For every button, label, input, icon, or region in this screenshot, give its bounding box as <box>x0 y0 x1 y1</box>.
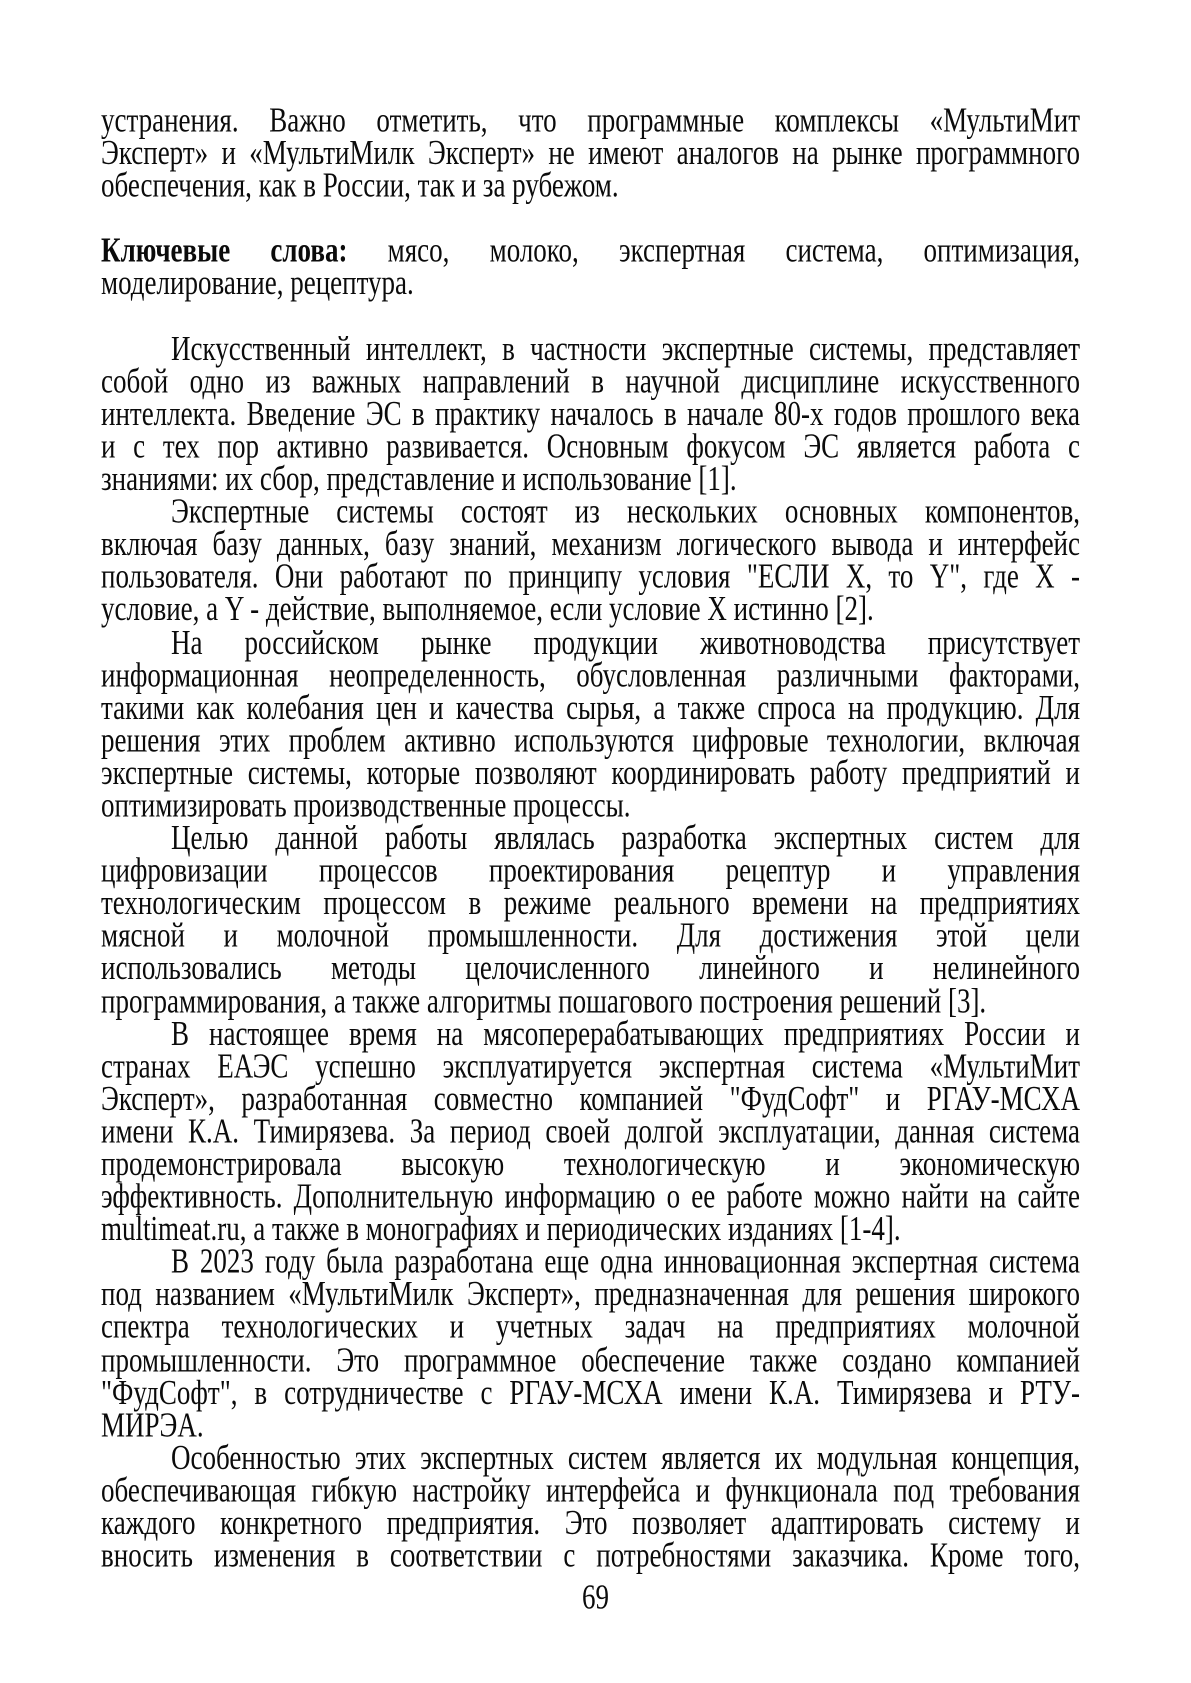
text-line: программирования, а также алгоритмы пошагового построения решений [3]. <box>101 980 987 1020</box>
text-line: цифровизации процессов проектирования рецептур и управления <box>101 850 1080 890</box>
text-line: В 2023 году была разработана еще одна инновационная экспертная система <box>171 1241 1080 1281</box>
text-line: включая базу данных, базу знаний, механизм логического вывода и интерфейс <box>101 524 1080 564</box>
paragraph-es-components <box>101 491 1080 629</box>
text-line: обеспечивающая гибкую настройку интерфейса и функционала под требования <box>101 1470 1080 1510</box>
text-line: решения этих проблем активно используются цифровые технологии, включая <box>101 719 1080 759</box>
text-line: multimeat.ru, а также в монографиях и периодических изданиях [1-4]. <box>101 1209 901 1249</box>
text-line: На российском рынке продукции животноводства присутствует <box>171 622 1080 662</box>
page-number: 69 <box>582 1577 609 1617</box>
text-line: собой одно из важных направлений в научной дисциплине искусственного <box>101 361 1080 401</box>
paragraph-market <box>101 622 1080 825</box>
paragraph-continuation <box>101 100 1080 205</box>
paragraph-keywords <box>101 230 1080 303</box>
text-line: и с тех пор активно развивается. Основным фокусом ЭС является работа с <box>101 426 1080 466</box>
text-line: технологическим процессом в режиме реального времени на предприятиях <box>101 883 1080 923</box>
text-line: эффективность. Дополнительную информацию о ее работе можно найти на сайте <box>101 1176 1080 1216</box>
text-block <box>101 100 1080 1575</box>
text-line: использовались методы целочисленного линейного и нелинейного <box>101 948 1080 988</box>
text-line: Ключевые слова: мясо, молоко, экспертная система, оптимизация, <box>101 230 1080 270</box>
text-line: Экспертные системы состоят из нескольких основных компонентов, <box>171 491 1080 531</box>
keywords-label: Ключевые слова: <box>101 230 348 270</box>
text-line: Эксперт», разработанная совместно компанией "ФудСофт" и РГАУ-МСХА <box>101 1078 1080 1118</box>
text-line: мясной и молочной промышленности. Для достижения этой цели <box>101 915 1080 955</box>
text-line: оптимизировать производственные процессы. <box>101 785 631 825</box>
text-line: "ФудСофт", в сотрудничестве с РГАУ-МСХА имени К.А. Тимирязева и РТУ- <box>101 1372 1080 1412</box>
paragraph-modularity <box>101 1437 1080 1575</box>
text-line: знаниями: их сбор, представление и использование [1]. <box>101 458 737 498</box>
paragraph-intro <box>101 328 1080 498</box>
text-line: моделирование, рецептура. <box>101 263 414 303</box>
paragraph-multimeat <box>101 1013 1080 1249</box>
text-line: условие, а Y - действие, выполняемое, если условие X истинно [2]. <box>101 589 874 629</box>
text-line: пользователя. Они работают по принципу условия "ЕСЛИ X, то Y", где X - <box>101 556 1080 596</box>
text-line: спектра технологических и учетных задач на предприятиях молочной <box>101 1307 1080 1347</box>
text-line: промышленности. Это программное обеспечение также создано компанией <box>101 1339 1080 1379</box>
text-line: Особенностью этих экспертных систем является их модульная концепция, <box>171 1437 1080 1477</box>
text-line: экспертные системы, которые позволяют координировать работу предприятий и <box>101 752 1080 792</box>
text-line: имени К.А. Тимирязева. За период своей долгой эксплуатации, данная система <box>101 1111 1080 1151</box>
text-line: интеллекта. Введение ЭС в практику началось в начале 80-х годов прошлого века <box>101 393 1080 433</box>
text-line: В настоящее время на мясоперерабатывающих предприятиях России и <box>171 1013 1080 1053</box>
text-line: такими как колебания цен и качества сырья, а также спроса на продукцию. Для <box>101 687 1080 727</box>
text-line: устранения. Важно отметить, что программные комплексы «МультиМит <box>101 100 1080 140</box>
text-line: Эксперт» и «МультиМилк Эксперт» не имеют аналогов на рынке программного <box>101 132 1080 172</box>
text-line: информационная неопределенность, обусловленная различными факторами, <box>101 654 1080 694</box>
text-line: обеспечения, как в России, так и за рубежом. <box>101 165 619 205</box>
paragraph-multimilk <box>101 1241 1080 1444</box>
text-line: каждого конкретного предприятия. Это позволяет адаптировать систему и <box>101 1502 1080 1542</box>
text-line: МИРЭА. <box>101 1404 204 1444</box>
text-line: странах ЕАЭС успешно эксплуатируется экспертная система «МультиМит <box>101 1046 1080 1086</box>
paragraph-goal <box>101 817 1080 1020</box>
text-line: вносить изменения в соответствии с потребностями заказчика. Кроме того, <box>101 1535 1080 1575</box>
text-line: Искусственный интеллект, в частности экспертные системы, представляет <box>171 328 1080 368</box>
text-line: Целью данной работы являлась разработка экспертных систем для <box>171 817 1080 857</box>
text-line: продемонстрировала высокую технологическую и экономическую <box>101 1144 1080 1183</box>
text-line: под названием «МультиМилк Эксперт», предназначенная для решения широкого <box>101 1274 1080 1314</box>
